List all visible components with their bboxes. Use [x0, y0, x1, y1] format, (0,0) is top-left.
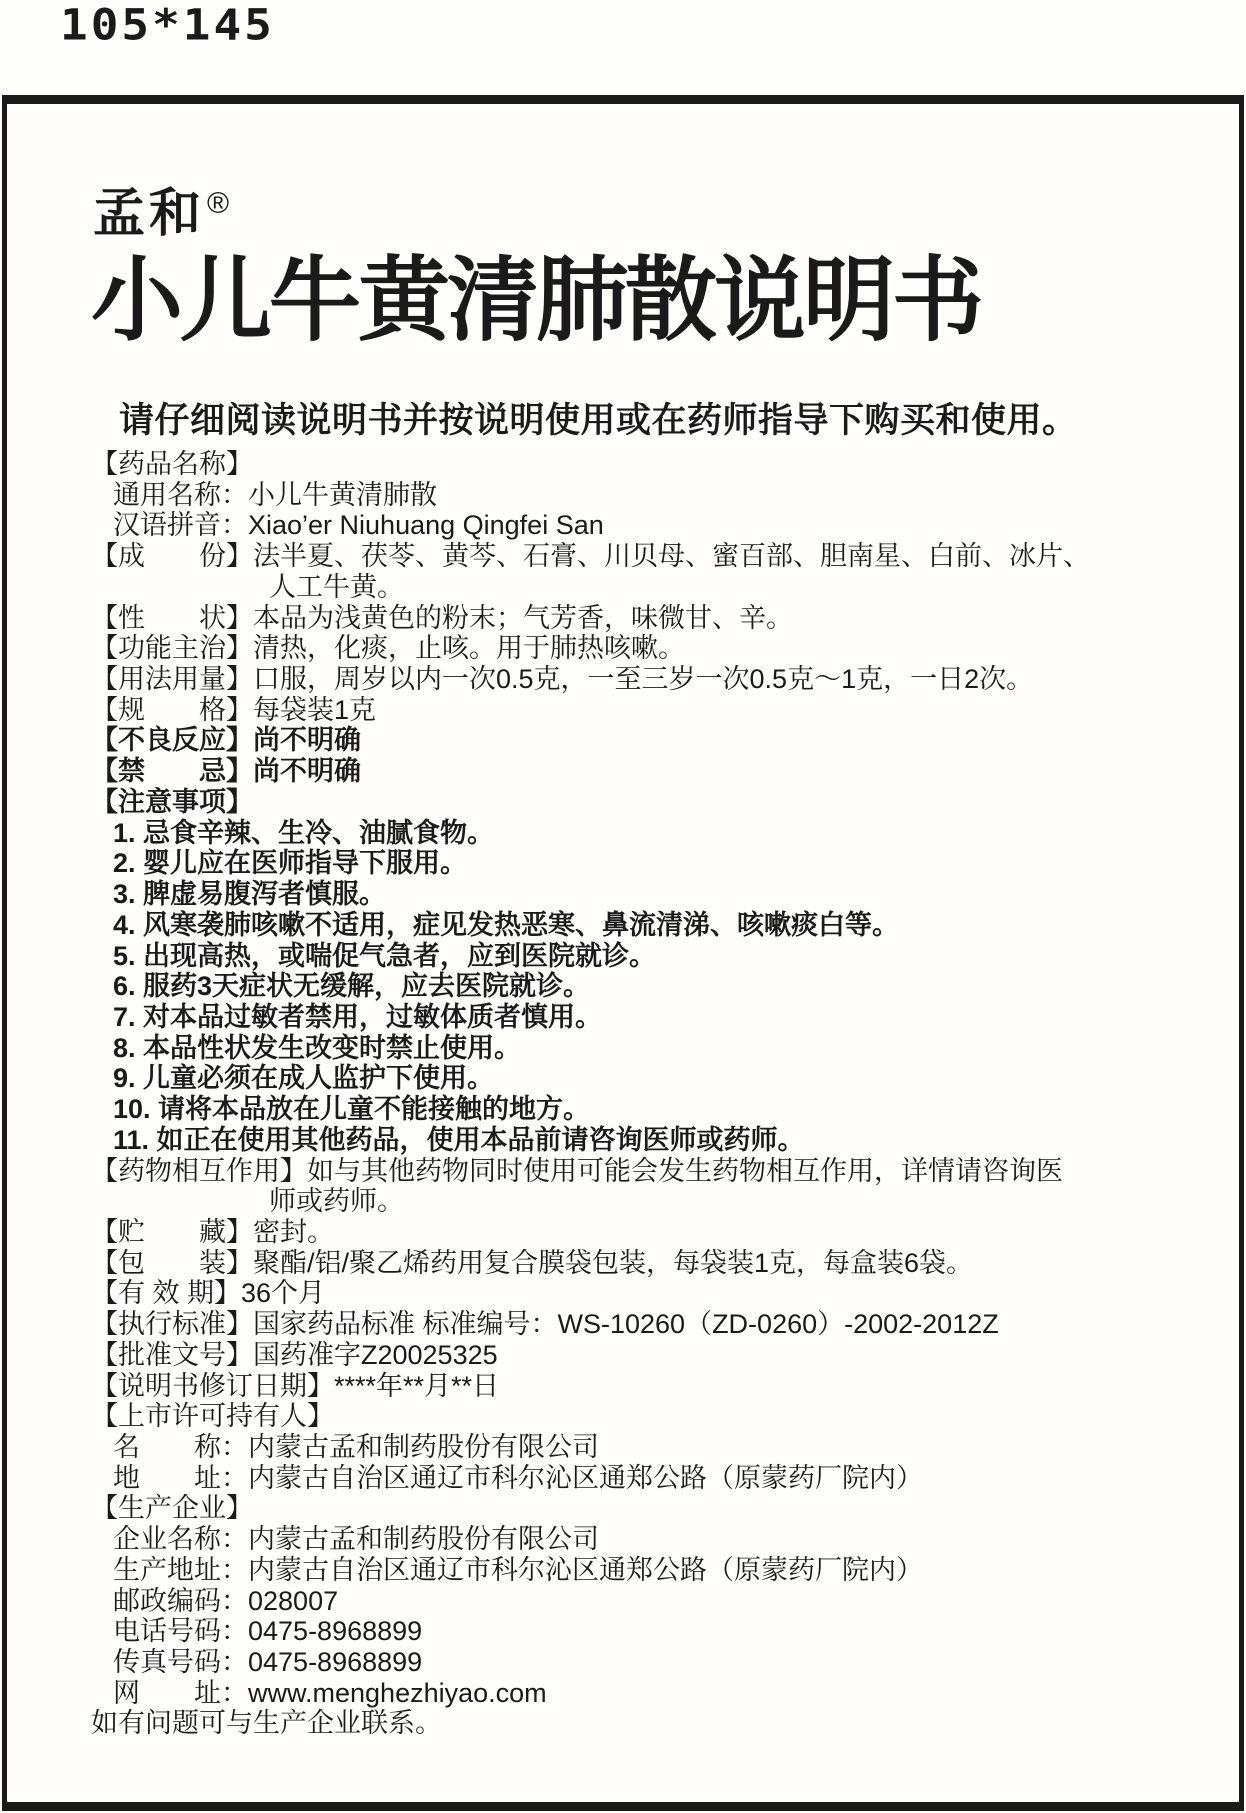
leaflet-line — [91, 1278, 1199, 1309]
line-text: 7. 对本品过敏者禁用，过敏体质者慎用。 — [113, 1001, 603, 1032]
leaflet-line — [91, 1371, 1199, 1402]
line-label: 【批准文号】 — [91, 1339, 253, 1370]
leaflet-line — [91, 1432, 1199, 1463]
line-text: 11. 如正在使用其他药品，使用本品前请咨询医师或药师。 — [113, 1124, 805, 1155]
leaflet-line — [91, 1708, 1199, 1739]
line-text: 国药准字Z20025325 — [253, 1339, 498, 1370]
line-text: 尚不明确 — [253, 725, 361, 756]
line-text: 企业名称：内蒙古孟和制药股份有限公司 — [113, 1524, 599, 1555]
page-title: 小儿牛黄清肺散说明书 — [91, 246, 982, 354]
leaflet-line — [91, 971, 1199, 1002]
leaflet-line — [91, 1524, 1199, 1555]
line-label: 【注意事项】 — [91, 786, 253, 817]
line-text: 3. 脾虚易腹泻者慎服。 — [113, 879, 387, 910]
line-text: 如有问题可与生产企业联系。 — [91, 1708, 442, 1739]
line-text: 尚不明确 — [253, 756, 361, 787]
line-text: 电话号码：0475-8968899 — [113, 1616, 423, 1647]
registered-trademark-icon: ® — [207, 187, 230, 220]
line-text: 法半夏、茯苓、黄芩、石膏、川贝母、蜜百部、胆南星、白前、冰片、 — [253, 541, 1090, 572]
leaflet-line — [91, 1125, 1199, 1156]
leaflet-line — [91, 725, 1199, 756]
line-text: 密封。 — [253, 1216, 334, 1247]
line-text: 5. 出现高热，或喘促气急者，应到医院就诊。 — [113, 940, 657, 971]
leaflet-line — [91, 664, 1199, 695]
line-text: 本品为浅黄色的粉末；气芳香，味微甘、辛。 — [253, 602, 793, 633]
line-text: 邮政编码：028007 — [113, 1585, 339, 1616]
line-text: 9. 儿童必须在成人监护下使用。 — [113, 1063, 495, 1094]
leaflet-line — [91, 633, 1199, 664]
leaflet-line — [91, 1186, 1199, 1217]
line-text: 清热，化痰，止咳。用于肺热咳嗽。 — [253, 633, 685, 664]
leaflet-line — [91, 1678, 1199, 1709]
line-text: 聚酯/铝/聚乙烯药用复合膜袋包装，每袋装1克，每盒装6袋。 — [253, 1247, 974, 1278]
line-label: 【有 效 期】 — [91, 1278, 242, 1309]
line-text: 8. 本品性状发生改变时禁止使用。 — [113, 1032, 522, 1063]
leaflet-line — [91, 1002, 1199, 1033]
leaflet-line — [91, 1340, 1199, 1371]
body-lines — [91, 449, 1199, 1739]
line-label: 【不良反应】 — [91, 725, 253, 756]
leaflet-line — [91, 1647, 1199, 1678]
line-text: 36个月 — [241, 1278, 326, 1309]
leaflet-line — [91, 1463, 1199, 1494]
leaflet-line — [91, 480, 1199, 511]
line-text: 4. 风寒袭肺咳嗽不适用，症见发热恶寒、鼻流清涕、咳嗽痰白等。 — [113, 909, 900, 940]
line-text: 1. 忌食辛辣、生冷、油腻食物。 — [113, 817, 495, 848]
line-text: 口服，周岁以内一次0.5克，一至三岁一次0.5克～1克，一日2次。 — [253, 664, 1034, 695]
leaflet-line — [91, 1401, 1199, 1432]
line-text: 师或药师。 — [269, 1186, 404, 1217]
leaflet-line — [91, 941, 1199, 972]
leaflet-line — [91, 1616, 1199, 1647]
line-label: 【贮 藏】 — [91, 1216, 253, 1247]
line-text: 汉语拼音：Xiao’er Niuhuang Qingfei San — [113, 510, 604, 541]
line-text: 名 称：内蒙古孟和制药股份有限公司 — [113, 1432, 599, 1462]
leaflet-line — [91, 510, 1199, 541]
line-label: 【执行标准】 — [91, 1309, 253, 1340]
line-text: 传真号码：0475-8968899 — [113, 1647, 423, 1678]
leaflet-line — [91, 1555, 1199, 1586]
line-text: 人工牛黄。 — [269, 571, 404, 602]
leaflet-line — [91, 1493, 1199, 1524]
brand-name — [93, 185, 230, 243]
line-text: 每袋装1克 — [253, 694, 377, 725]
print-size-label: 105*145 — [60, 0, 275, 50]
leaflet-line — [91, 603, 1199, 634]
line-label: 【药物相互作用】 — [91, 1155, 307, 1186]
leaflet-line — [91, 1156, 1199, 1187]
leaflet-line — [91, 541, 1199, 572]
line-text: 2. 婴儿应在医师指导下服用。 — [113, 848, 468, 879]
brand-text: 孟和 — [93, 185, 206, 243]
line-text: 国家药品标准 标准编号：WS-10260（ZD-0260）-2002-2012Z — [253, 1309, 999, 1340]
line-text: ****年**月**日 — [334, 1370, 500, 1401]
leaflet-line — [91, 1217, 1199, 1248]
leaflet-line — [91, 1033, 1199, 1064]
line-label: 【药品名称】 — [91, 449, 253, 479]
line-text: 地 址：内蒙古自治区通辽市科尔沁区通郑公路（原蒙药厂院内） — [113, 1462, 923, 1493]
line-text: 如与其他药物同时使用可能会发生药物相互作用，详情请咨询医 — [307, 1155, 1063, 1186]
leaflet-line — [91, 449, 1199, 480]
line-label: 【上市许可持有人】 — [91, 1401, 334, 1432]
line-label: 【规 格】 — [91, 694, 253, 725]
line-label: 【用法用量】 — [91, 664, 253, 695]
leaflet-line — [91, 1063, 1199, 1094]
page-subtitle: 请仔细阅读说明书并按说明使用或在药师指导下购买和使用。 — [119, 401, 1078, 440]
leaflet-line — [91, 572, 1199, 603]
line-text: 通用名称：小儿牛黄清肺散 — [113, 479, 437, 510]
line-label: 【生产企业】 — [91, 1493, 253, 1524]
leaflet-line — [91, 1094, 1199, 1125]
line-text: 6. 服药3天症状无缓解，应去医院就诊。 — [113, 971, 591, 1002]
line-label: 【包 装】 — [91, 1247, 253, 1278]
line-label: 【成 份】 — [91, 541, 253, 572]
leaflet-line — [91, 910, 1199, 941]
line-label: 【说明书修订日期】 — [91, 1370, 334, 1401]
leaflet-line — [91, 1586, 1199, 1617]
leaflet-border-box — [2, 95, 1244, 1811]
leaflet-line — [91, 787, 1199, 818]
line-text: 网 址：www.menghezhiyao.com — [113, 1677, 547, 1708]
leaflet-line — [91, 879, 1199, 910]
line-text: 10. 请将本品放在儿童不能接触的地方。 — [113, 1094, 591, 1125]
leaflet-line — [91, 818, 1199, 849]
leaflet-line — [91, 1309, 1199, 1340]
leaflet-line — [91, 1248, 1199, 1279]
leaflet-line — [91, 848, 1199, 879]
line-label: 【禁 忌】 — [91, 756, 253, 787]
line-label: 【性 状】 — [91, 602, 253, 633]
leaflet-line — [91, 756, 1199, 787]
leaflet-line — [91, 695, 1199, 726]
line-label: 【功能主治】 — [91, 633, 253, 664]
line-text: 生产地址：内蒙古自治区通辽市科尔沁区通郑公路（原蒙药厂院内） — [113, 1554, 923, 1585]
